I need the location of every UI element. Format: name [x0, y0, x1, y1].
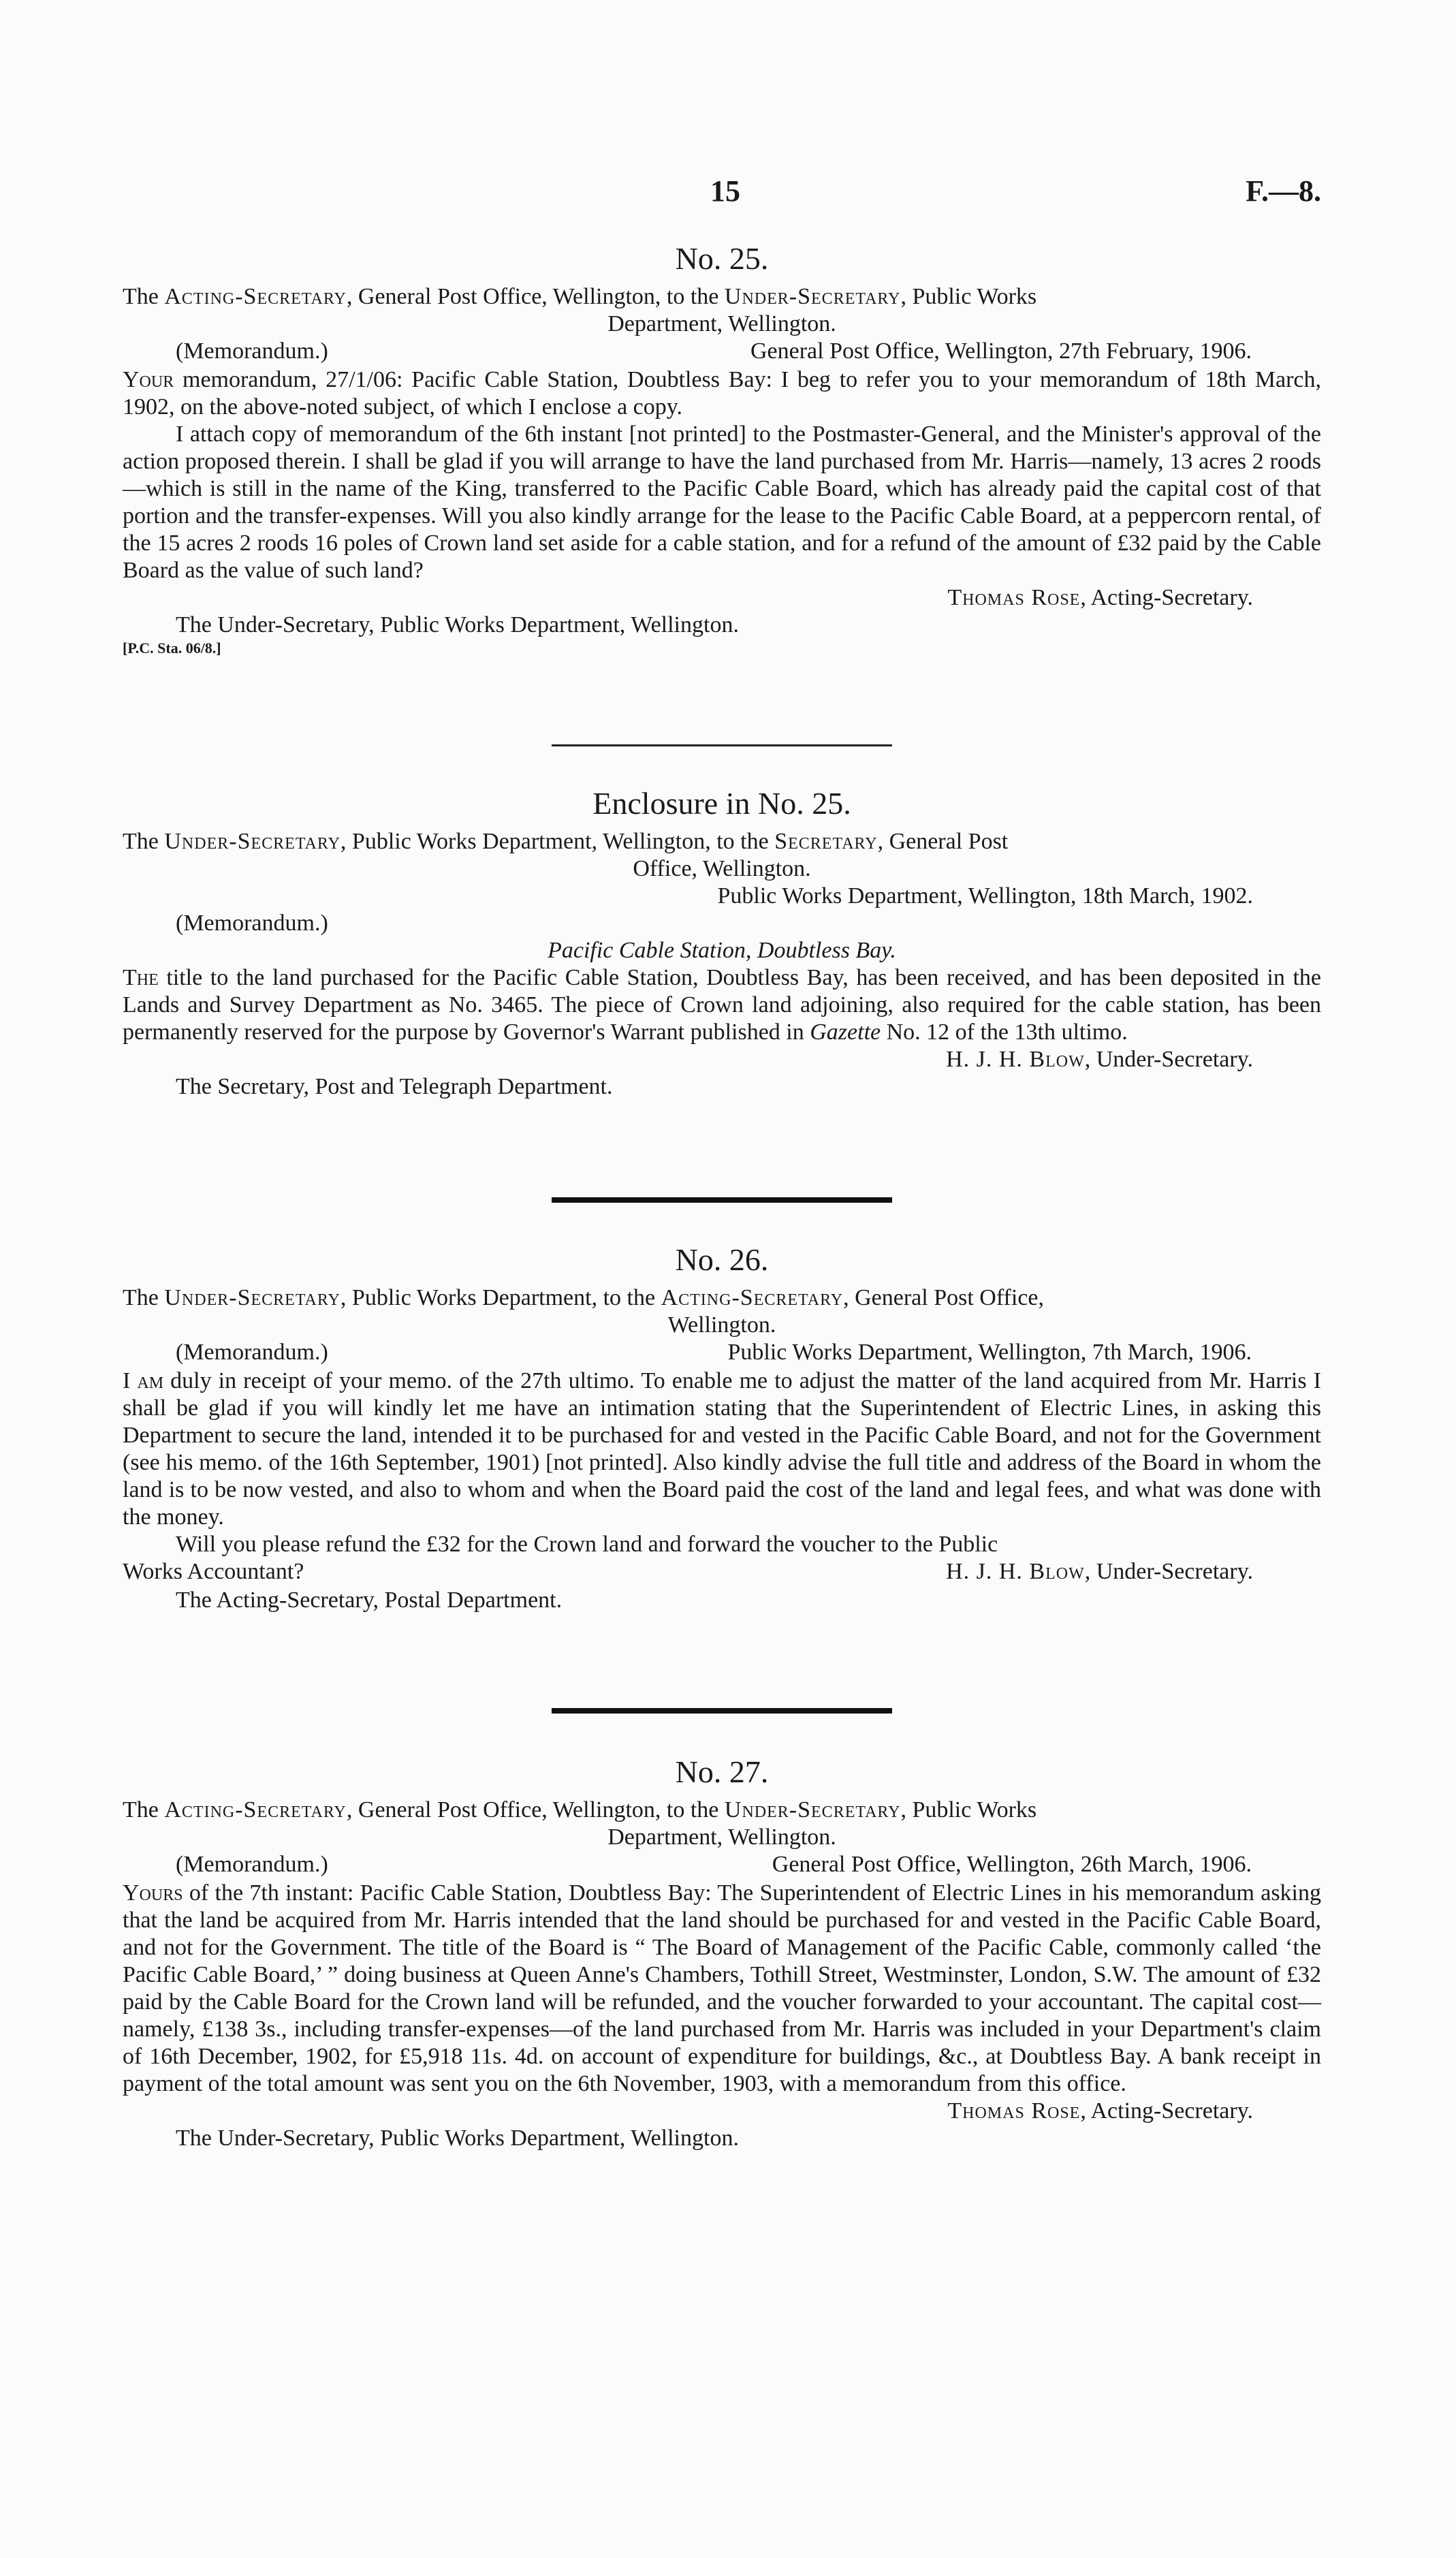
body-text: Works Accountant? [123, 1559, 304, 1584]
document-title-line2: Department, Wellington. [607, 1825, 836, 1850]
document-no-25 [123, 238, 1321, 658]
closing-line [123, 1558, 1321, 1587]
document-no-27 [123, 1752, 1321, 2152]
paper-reference: F.—8. [1246, 174, 1321, 208]
addressee: The Under-Secretary, Public Works Department, Wellington. [176, 612, 739, 637]
memo-label: (Memorandum.) [176, 911, 328, 936]
document-title: The Acting-Secretary, General Post Office, Wellington, to the Under-Secretary, Public Works [123, 284, 1037, 309]
document-heading: No. 27. [675, 1754, 769, 1789]
document-heading: No. 26. [675, 1242, 769, 1277]
addressee: The Under-Secretary, Public Works Department, Wellington. [176, 2126, 739, 2151]
document-title-line2: Wellington. [667, 1312, 776, 1338]
signature: H. J. H. Blow, Under-Secretary. [946, 1559, 1253, 1584]
document-title-line2: Department, Wellington. [607, 311, 836, 336]
body-paragraph: Yours of the 7th instant: Pacific Cable Station, Doubtless Bay: The Superintendent of Electric Lines in his memorandum asking that the land be acquired from Mr. Harris intended that the land should be purchased for and vested in the Pacific Cable Board, and not for the Government. The title of the Board is “ The Board of Management of the Pacific Cable, commonly called ‘the Pacific Cable Board,’ ” doing business at Queen Anne's Chambers, Tothill Street, Westminster, London, S.W. The amount of £32 paid by the Cable Board for the Crown land will be refunded, and the voucher forwarded to your accountant. The capital cost—namely, £138 3s., including transfer-expenses—of the land purchased from Mr. Harris was included in your Department's claim of 16th December, 1902, for £5,918 11s. 4d. on account of expenditure for buildings, &c., at Doubtless Bay. A bank receipt in payment of the total amount was sent you on the 6th November, 1903, with a memorandum from this office. [123, 1880, 1321, 2096]
document-title: The Acting-Secretary, General Post Office, Wellington, to the Under-Secretary, Public Works [123, 1797, 1037, 1822]
memo-line [123, 1851, 1321, 1880]
signature: H. J. H. Blow, Under-Secretary. [946, 1047, 1253, 1072]
addressee: The Acting-Secretary, Postal Department. [176, 1588, 563, 1613]
section-divider [123, 744, 1321, 746]
body-paragraph: The title to the land purchased for the Pacific Cable Station, Doubtless Bay, has been received, and has been deposited in the Lands and Survey Department as No. 3465. The piece of Crown land adjoining, also required for the cable station, has been permanently reserved for the purpose by Governor's Warrant published in Gazette No. 12 of the 13th ultimo. [123, 965, 1321, 1045]
memo-place-date: Public Works Department, Wellington, 7th March, 1906. [727, 1340, 1252, 1365]
body-paragraph: Will you please refund the £32 for the Crown land and forward the voucher to the Public [176, 1532, 998, 1557]
document-heading: Enclosure in No. 25. [592, 786, 851, 821]
document-heading: No. 25. [675, 241, 769, 276]
body-paragraph: Your memorandum, 27/1/06: Pacific Cable Station, Doubtless Bay: I beg to refer you to your memorandum of 18th March, 1902, on the above-noted subject, of which I enclose a copy. [123, 367, 1321, 420]
document-no-26 [123, 1239, 1321, 1614]
document-title-line2: Office, Wellington. [633, 856, 811, 881]
place-date: Public Works Department, Wellington, 18th March, 1902. [717, 883, 1253, 909]
section-divider [123, 1708, 1321, 1714]
document-title: The Under-Secretary, Public Works Department, to the Acting-Secretary, General Post Office, [123, 1285, 1045, 1310]
page-number: 15 [710, 174, 740, 208]
memo-label: (Memorandum.) [176, 338, 328, 364]
file-reference: [P.C. Sta. 06/8.] [123, 640, 221, 657]
memo-place-date: General Post Office, Wellington, 26th March, 1906. [772, 1852, 1252, 1877]
subject: Pacific Cable Station, Doubtless Bay. [548, 938, 896, 963]
memo-label: (Memorandum.) [176, 1852, 328, 1877]
signature: Thomas Rose, Acting-Secretary. [947, 585, 1253, 610]
signature: Thomas Rose, Acting-Secretary. [947, 2098, 1253, 2123]
enclosure-no-25 [123, 783, 1321, 1101]
memo-line [123, 1339, 1321, 1368]
memo-line [123, 338, 1321, 366]
memo-place-date: General Post Office, Wellington, 27th February, 1906. [750, 338, 1252, 364]
document-title: The Under-Secretary, Public Works Department, Wellington, to the Secretary, General Post [123, 829, 1009, 854]
addressee: The Secretary, Post and Telegraph Department. [176, 1074, 613, 1099]
body-paragraph: I am duly in receipt of your memo. of the 27th ultimo. To enable me to adjust the matter of the land acquired from Mr. Harris I shall be glad if you will kindly let me have an intimation stating that the Superintendent of Electric Lines, in asking this Department to secure the land, intended it to be purchased for and vested in the Pacific Cable Board, and not for the Government (see his memo. of the 16th September, 1901) [not printed]. Also kindly advise the full title and address of the Board in whom the land is to be now vested, and also to whom and when the Board paid the cost of the land and legal fees, and what was done with the money. [123, 1368, 1322, 1530]
memo-label: (Memorandum.) [176, 1340, 328, 1365]
section-divider [123, 1197, 1321, 1203]
body-paragraph: I attach copy of memorandum of the 6th instant [not printed] to the Postmaster-General, and the Minister's approval of the action proposed therein. I shall be glad if you will arrange to have the land purchased from Mr. Harris—namely, 13 acres 2 roods—which is still in the name of the King, transferred to the Pacific Cable Board, which has already paid the capital cost of that portion and the transfer-expenses. Will you also kindly arrange for the lease to the Pacific Cable Board, at a peppercorn rental, of the 15 acres 2 roods 16 poles of Crown land set aside for a cable station, and for a refund of the amount of £32 paid by the Cable Board as the value of such land? [123, 422, 1321, 583]
